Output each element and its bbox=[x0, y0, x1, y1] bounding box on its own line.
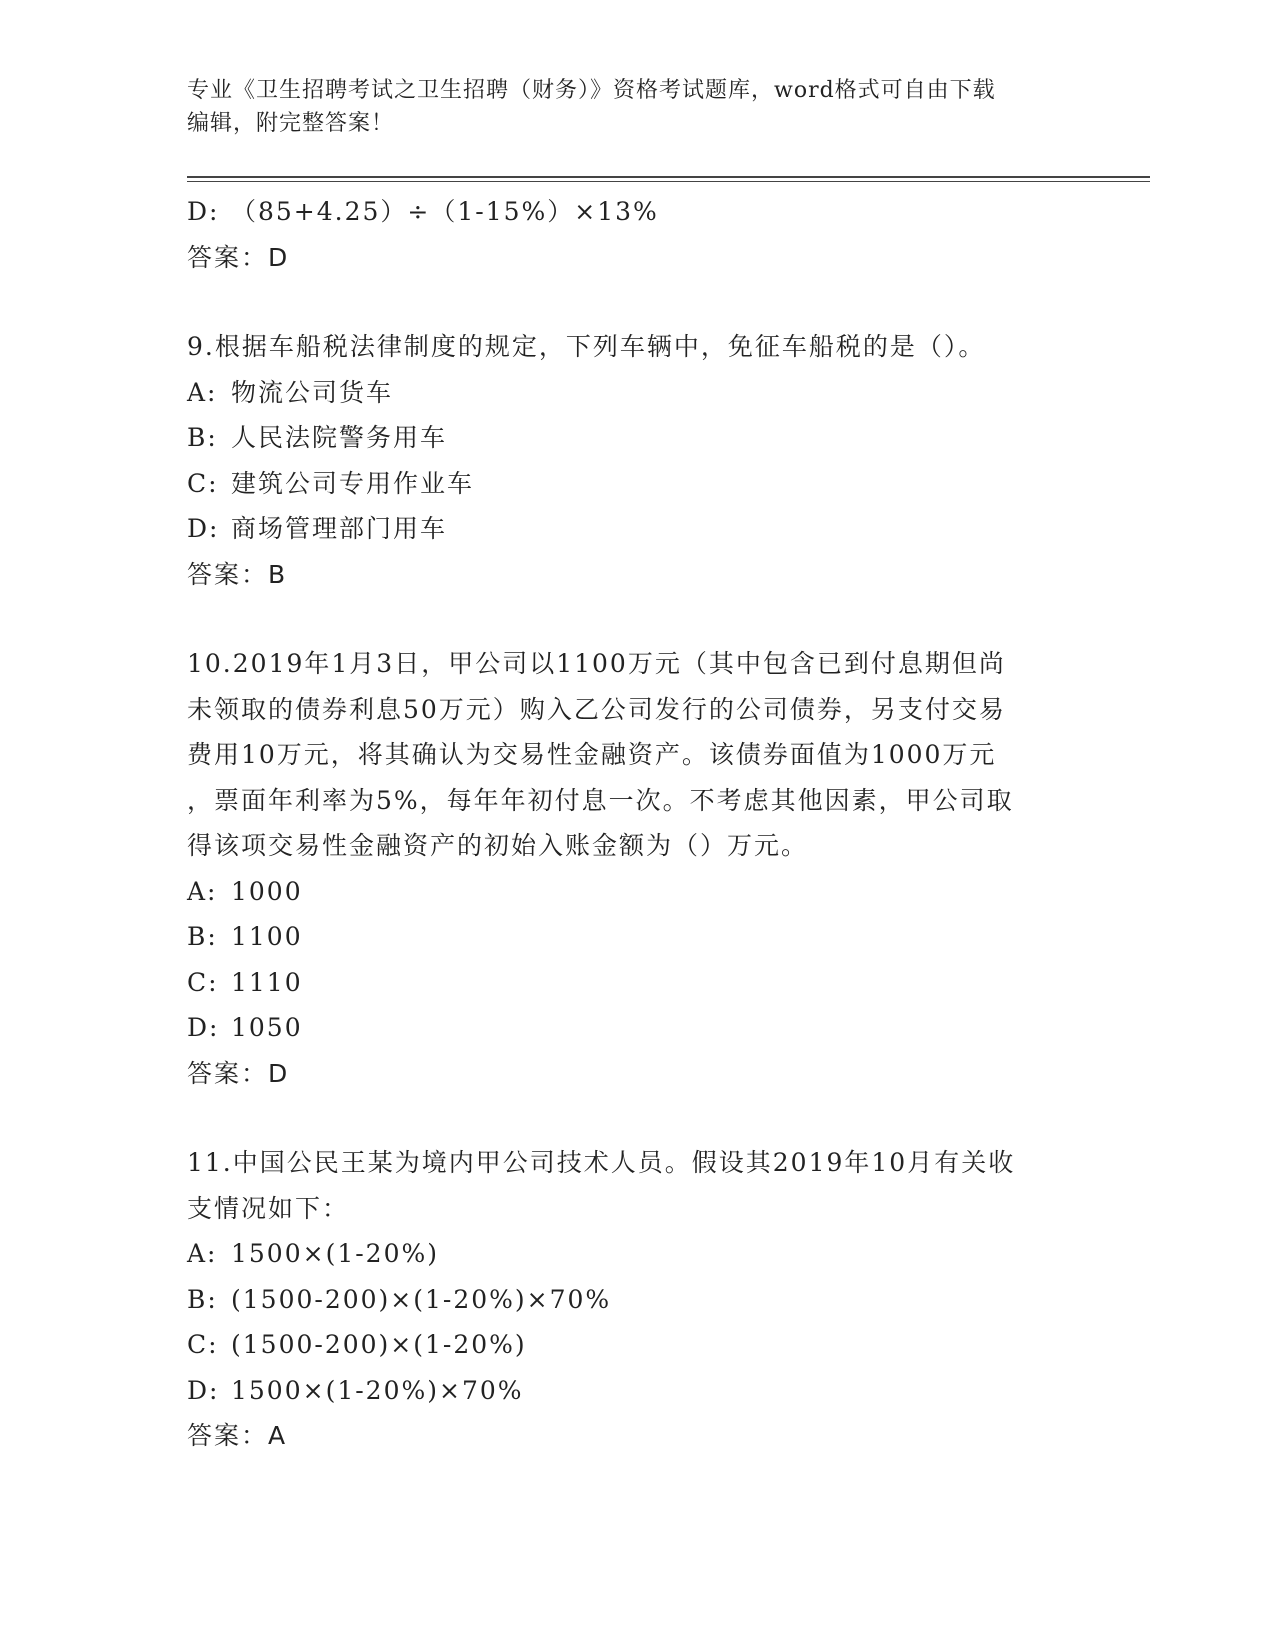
q11-stem-line: 支情况如下： bbox=[187, 1193, 350, 1223]
option-prefix: A: bbox=[187, 1239, 218, 1268]
option-prefix: C: bbox=[187, 468, 219, 498]
q10-option-b bbox=[187, 914, 1087, 960]
option-text: 1500×(1-20%)×70% bbox=[231, 1375, 524, 1405]
option-prefix: D: bbox=[187, 1013, 220, 1042]
q10-stem-line: 10.2019年1月3日，甲公司以1100万元（其中包含已到付息期但尚 bbox=[187, 649, 1006, 678]
q11-option-b bbox=[187, 1277, 1087, 1323]
option-text: 1110 bbox=[231, 967, 303, 997]
option-text: (1500-200)×(1-20%) bbox=[231, 1330, 527, 1359]
option-text: 建筑公司专用作业车 bbox=[231, 468, 475, 498]
option-prefix: B: bbox=[187, 922, 218, 951]
q10-stem-line: 未领取的债券利息50万元）购入乙公司发行的公司债券，另支付交易 bbox=[187, 694, 1006, 724]
header-line-1: 专业《卫生招聘考试之卫生招聘（财务）》资格考试题库，word格式可自由下载 bbox=[187, 78, 996, 103]
option-text: 1000 bbox=[231, 876, 303, 906]
option-prefix: A: bbox=[187, 377, 218, 407]
q9-option-d bbox=[187, 506, 1087, 552]
option-prefix: B: bbox=[187, 1284, 218, 1314]
option-text: （85+4.25）÷（1-15%）×13% bbox=[231, 197, 659, 226]
option-text: 商场管理部门用车 bbox=[231, 514, 448, 543]
header-line-2: 编辑，附完整答案！ bbox=[187, 111, 395, 136]
option-prefix: D: bbox=[187, 1375, 220, 1405]
option-prefix: C: bbox=[187, 1330, 219, 1359]
option-text: 1100 bbox=[231, 922, 303, 951]
q11-option-a bbox=[187, 1231, 1087, 1277]
option-prefix: B: bbox=[187, 423, 218, 452]
q11-stem-line: 11.中国公民王某为境内甲公司技术人员。假设其2019年10月有关收 bbox=[187, 1148, 1016, 1177]
q10-stem-line: 得该项交易性金融资产的初始入账金额为（）万元。 bbox=[187, 831, 809, 860]
q10-stem-line: ，票面年利率为5%，每年年初付息一次。不考虑其他因素，甲公司取 bbox=[187, 785, 1014, 815]
spacer bbox=[187, 1096, 1087, 1140]
question-content bbox=[187, 189, 1087, 1459]
q9-stem: 9.根据车船税法律制度的规定，下列车辆中，免征车船税的是（）。 bbox=[187, 332, 986, 361]
q11-stem bbox=[187, 1140, 1067, 1231]
q9-option-a bbox=[187, 370, 1087, 416]
q9-option-c bbox=[187, 461, 1087, 507]
option-prefix: D: bbox=[187, 197, 220, 226]
option-text: 1050 bbox=[231, 1013, 303, 1042]
option-prefix: A: bbox=[187, 876, 218, 906]
q10-answer: 答案：D bbox=[187, 1058, 290, 1088]
q11-option-d bbox=[187, 1368, 1087, 1414]
option-text: 1500×(1-20%) bbox=[231, 1239, 439, 1268]
option-prefix: D: bbox=[187, 514, 220, 543]
q9-answer: 答案：B bbox=[187, 559, 288, 589]
q9-option-b bbox=[187, 415, 1087, 461]
option-prefix: C: bbox=[187, 967, 219, 997]
q11-answer: 答案：A bbox=[187, 1421, 288, 1450]
header-divider-thin bbox=[187, 181, 1150, 182]
q10-option-a bbox=[187, 869, 1087, 915]
prev-answer: 答案：D bbox=[187, 242, 290, 272]
q10-option-d bbox=[187, 1005, 1087, 1051]
prev-option-d bbox=[187, 189, 1087, 235]
header-divider-thick bbox=[187, 176, 1150, 178]
q10-stem-line: 费用10万元，将其确认为交易性金融资产。该债券面值为1000万元 bbox=[187, 740, 997, 769]
q10-option-c bbox=[187, 960, 1087, 1006]
q11-option-c bbox=[187, 1322, 1087, 1368]
q10-stem bbox=[187, 641, 1067, 869]
option-text: 人民法院警务用车 bbox=[231, 423, 448, 452]
document-header bbox=[187, 74, 1067, 140]
spacer bbox=[187, 597, 1087, 641]
option-text: 物流公司货车 bbox=[231, 377, 394, 407]
option-text: (1500-200)×(1-20%)×70% bbox=[231, 1284, 612, 1314]
spacer bbox=[187, 280, 1087, 324]
